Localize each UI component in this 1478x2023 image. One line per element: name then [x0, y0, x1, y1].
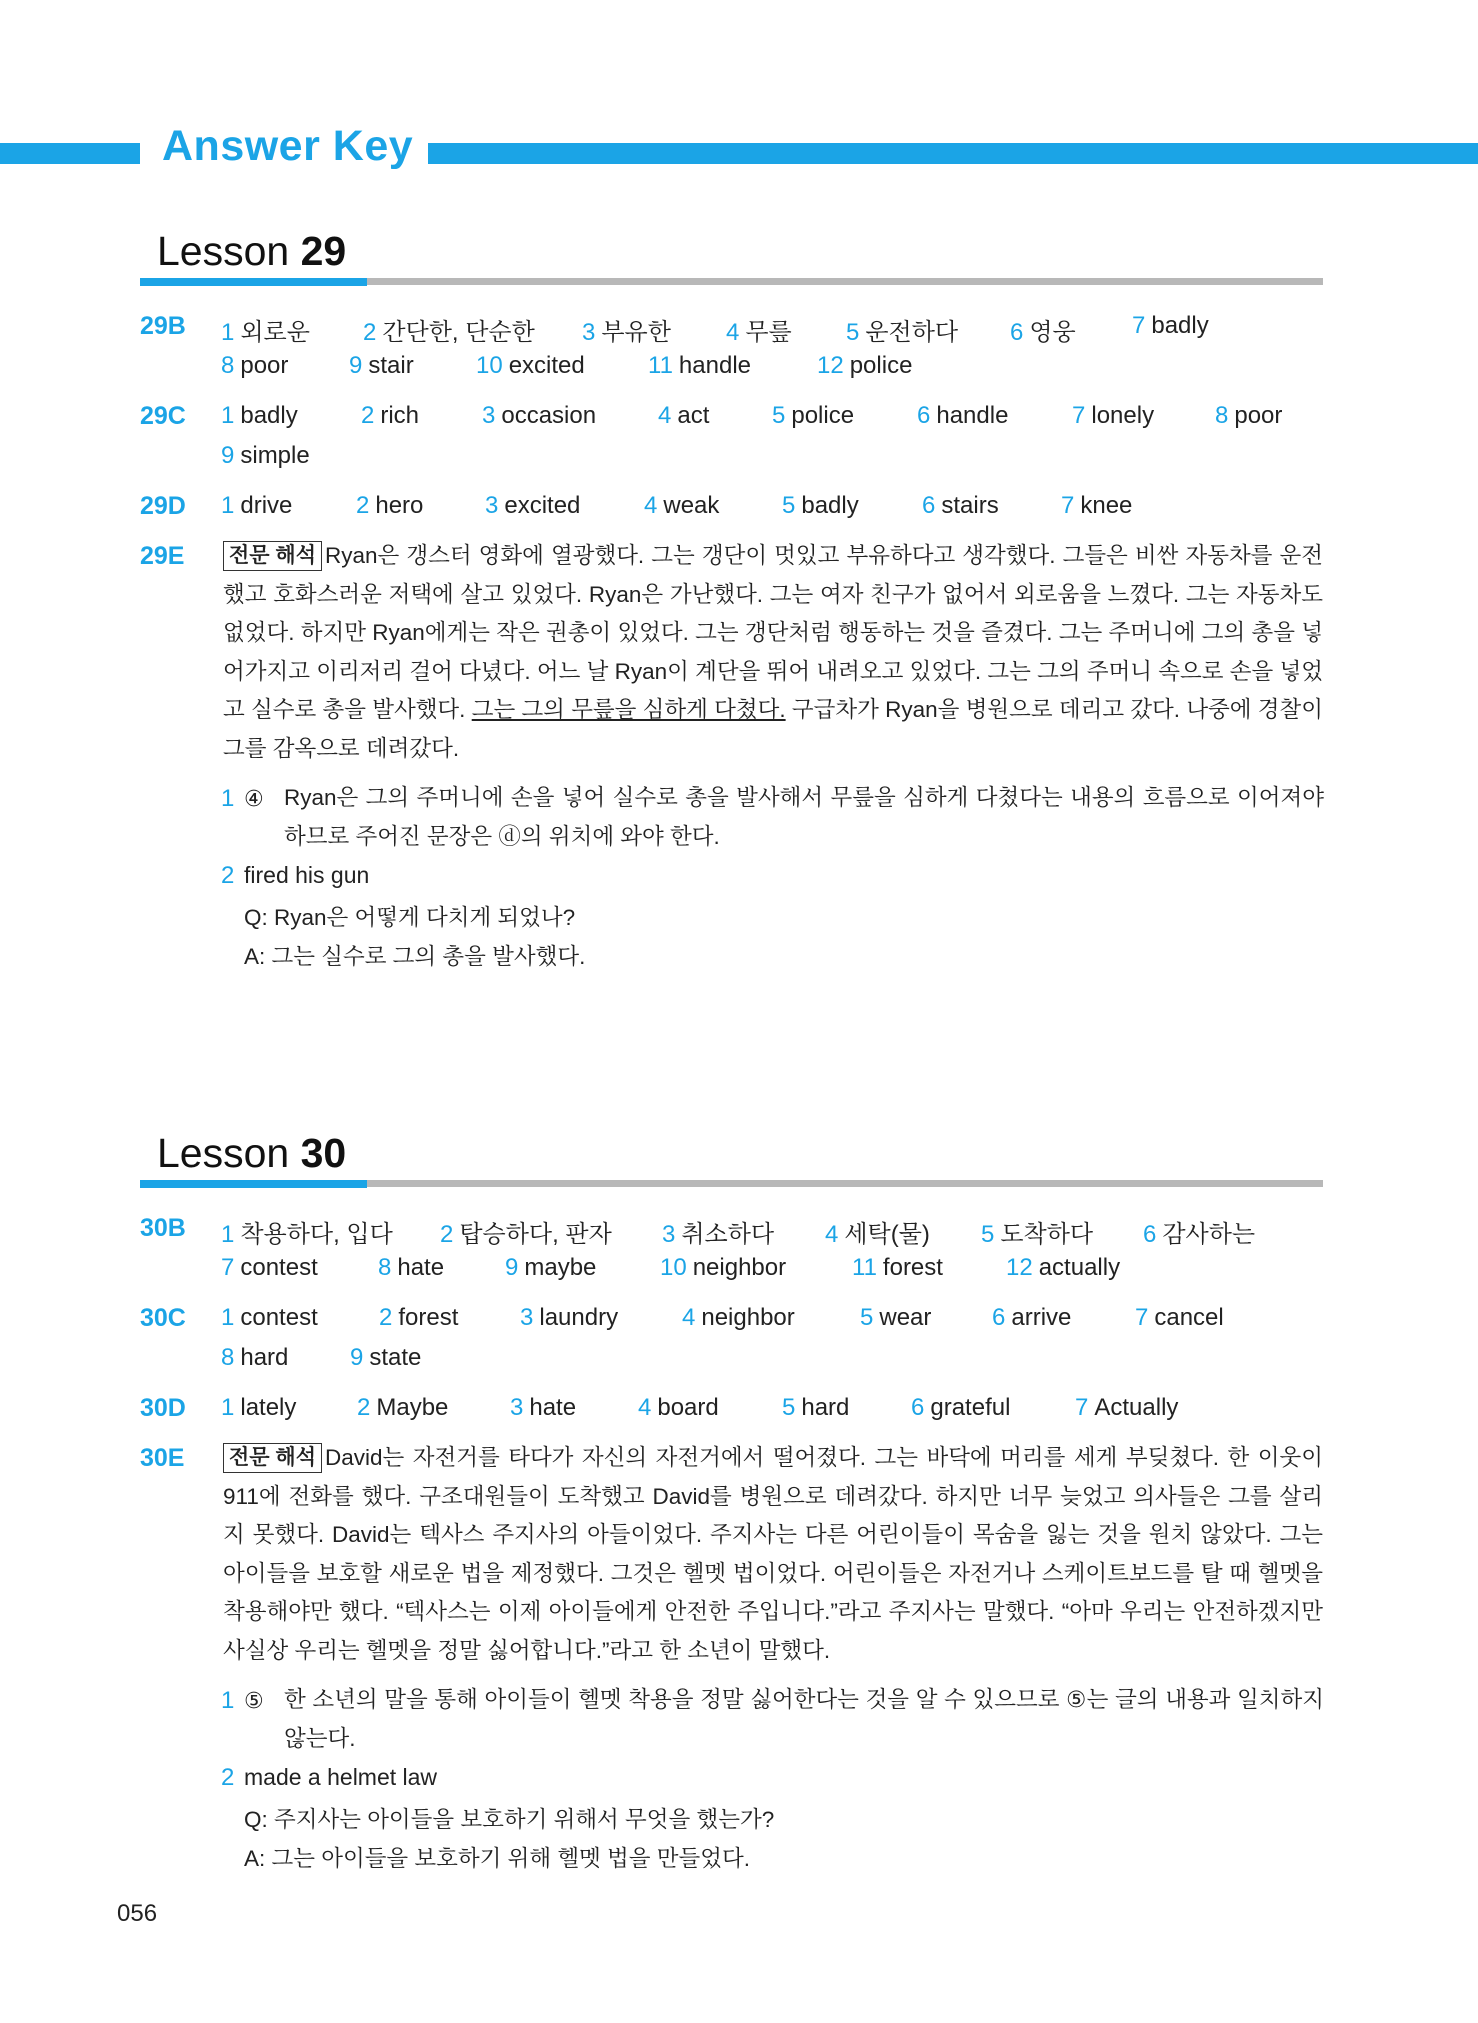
- answer-item: 11 handle: [648, 352, 751, 379]
- answer-item: 5 도착하다: [981, 1221, 1094, 1248]
- answer-item: 6 grateful: [911, 1394, 1011, 1421]
- answer-item: 4 neighbor: [682, 1304, 795, 1331]
- answer-item: 6 handle: [917, 402, 1009, 429]
- answer-item: 1 badly: [221, 402, 298, 429]
- answer-number: 1: [221, 785, 235, 812]
- section-label-29b: 29B: [140, 312, 186, 340]
- underlined-sentence: 그는 그의 무릎을 심하게 다쳤다.: [471, 697, 786, 722]
- answer-item: 11 forest: [852, 1254, 943, 1281]
- page-number: 056: [117, 1900, 158, 1927]
- answer-item: 7 Actually: [1075, 1394, 1179, 1421]
- answer-line: A: 그는 실수로 그의 총을 발사했다.: [244, 944, 586, 969]
- answer-item: 4 세탁(물): [825, 1221, 930, 1248]
- answer-item: 5 badly: [782, 492, 859, 519]
- header-bar-right: [428, 143, 1478, 164]
- answer-item: 12 actually: [1006, 1254, 1121, 1281]
- answer-item: 4 weak: [644, 492, 720, 519]
- answer-item: 5 hard: [782, 1394, 850, 1421]
- answer-item: 2 hero: [356, 492, 424, 519]
- answer-item: 12 police: [817, 352, 913, 379]
- answer-item: 8 hate: [378, 1254, 445, 1281]
- answer-item: 3 occasion: [482, 402, 597, 429]
- answer-item: 2 forest: [379, 1304, 459, 1331]
- answer-item: 6 감사하는: [1143, 1221, 1256, 1248]
- answer-item: 6 arrive: [992, 1304, 1072, 1331]
- answer-item: 3 excited: [485, 492, 581, 519]
- answer-item: 6 영웅: [1010, 319, 1076, 346]
- translation-paragraph: Ryan은 갱스터 영화에 열광했다. 그는 갱단이 멋있고 부유하다고 생각했다. 그들은 비싼 자동차를 운전했고 호화스러운 저택에 살고 있었다. Ryan은 가난했다. 그는 여자 친구가 없어서 외로움을 느꼈다. 그는 자동차도 없었다. 하지만 Ryan에게는 작은 권총이 있었다. 그는 갱단처럼 행동하는 것을 즐겼다. 그는 주머니에 그의 총을 넣어가지고 이리저리 걸어 다녔다. 어느 날 Ryan이 계단을 뛰어 내려오고 있었다. 그는 그의 주머니 속으로 손을 넣었고 실수로 총을 발사했다. 그는 그의 무릎을 심하게 다쳤다. 구급차가 Ryan을 병원으로 데리고 갔다. 나중에 경찰이 그를 감옥으로 데려갔다.: [223, 543, 1323, 761]
- lesson-29-title: Lesson 29: [157, 228, 347, 274]
- answer-item: 7 badly: [1132, 312, 1209, 339]
- answer-item: 3 부유한: [582, 319, 671, 346]
- answer-choice: ⑤: [244, 1688, 264, 1713]
- answer-item: 7 cancel: [1135, 1304, 1224, 1331]
- answer-item: 6 stairs: [922, 492, 999, 519]
- question-line: Q: 주지사는 아이들을 보호하기 위해서 무엇을 했는가?: [244, 1807, 775, 1832]
- answer-item: 1 drive: [221, 492, 293, 519]
- answer-choice: ④: [244, 786, 264, 811]
- answer-explanation: 한 소년의 말을 통해 아이들이 헬멧 착용을 정말 싫어한다는 것을 알 수 있으므로 ⑤는 글의 내용과 일치하지 않는다.: [284, 1687, 1324, 1751]
- answer-item: 5 police: [772, 402, 855, 429]
- answer-item: 9 simple: [221, 442, 310, 469]
- answer-item: 10 excited: [476, 352, 585, 379]
- answer-item: 4 act: [658, 402, 710, 429]
- translation-tag: 전문 해석: [223, 541, 322, 571]
- answer-item: 1 외로운: [221, 319, 310, 346]
- page-title: Answer Key: [162, 122, 414, 170]
- answer-item: 2 간단한, 단순한: [363, 319, 535, 346]
- lesson-30-title: Lesson 30: [157, 1130, 347, 1176]
- answer-item: 9 stair: [349, 352, 414, 379]
- section-label-29d: 29D: [140, 492, 186, 520]
- answer-phrase: made a helmet law: [244, 1764, 438, 1790]
- answer-item: 9 state: [350, 1344, 422, 1371]
- answer-item: 8 poor: [1215, 402, 1283, 429]
- answer-line: A: 그는 아이들을 보호하기 위해 헬멧 법을 만들었다.: [244, 1846, 750, 1871]
- answer-item: 1 lately: [221, 1394, 297, 1421]
- answer-item: 1 contest: [221, 1304, 318, 1331]
- answer-explanation: Ryan은 그의 주머니에 손을 넣어 실수로 총을 발사해서 무릎을 심하게 다쳤다는 내용의 흐름으로 이어져야 하므로 주어진 문장은 ⓓ의 위치에 와야 한다.: [284, 785, 1324, 849]
- answer-item: 7 knee: [1061, 492, 1133, 519]
- lesson-rule-accent: [140, 1180, 367, 1188]
- answer-item: 10 neighbor: [660, 1254, 787, 1281]
- answer-item: 5 운전하다: [846, 319, 959, 346]
- translation-tag: 전문 해석: [223, 1443, 322, 1473]
- section-label-29e: 29E: [140, 542, 185, 570]
- lesson-rule-accent: [140, 278, 367, 286]
- answer-item: 5 wear: [860, 1304, 932, 1331]
- section-label-30c: 30C: [140, 1304, 186, 1332]
- section-label-30e: 30E: [140, 1444, 185, 1472]
- answer-item: 7 contest: [221, 1254, 318, 1281]
- section-label-29c: 29C: [140, 402, 186, 430]
- answer-item: 7 lonely: [1072, 402, 1155, 429]
- answer-item: 8 hard: [221, 1344, 289, 1371]
- translation-paragraph: David는 자전거를 타다가 자신의 자전거에서 떨어졌다. 그는 바닥에 머리를 세게 부딪쳤다. 한 이웃이 911에 전화를 했다. 구조대원들이 도착했고 David를 병원으로 데려갔다. 하지만 너무 늦었고 의사들은 그를 살리지 못했다. David는 텍사스 주지사의 아들이었다. 주지사는 다른 어린이들이 목숨을 잃는 것을 원치 않았다. 그는 아이들을 보호할 새로운 법을 제정했다. 그것은 헬멧 법이었다. 어린이들은 자전거나 스케이트보드를 탈 때 헬멧을 착용해야만 했다. “텍사스는 이제 아이들에게 안전한 주입니다.”라고 주지사는 말했다. “아마 우리는 안전하겠지만 사실상 우리는 헬멧을 정말 싫어합니다.”라고 한 소년이 말했다.: [223, 1445, 1323, 1663]
- answer-number: 2: [221, 862, 235, 889]
- section-label-30b: 30B: [140, 1214, 186, 1242]
- answer-item: 2 탑승하다, 판자: [440, 1221, 612, 1248]
- answer-phrase: fired his gun: [244, 862, 370, 888]
- answer-item: 9 maybe: [505, 1254, 597, 1281]
- answer-item: 8 poor: [221, 352, 289, 379]
- answer-number: 2: [221, 1764, 235, 1791]
- answer-item: 2 Maybe: [357, 1394, 449, 1421]
- section-label-30d: 30D: [140, 1394, 186, 1422]
- answer-item: 4 무릎: [726, 319, 792, 346]
- answer-item: 1 착용하다, 입다: [221, 1221, 393, 1248]
- answer-item: 3 hate: [510, 1394, 577, 1421]
- header-bar-left: [0, 143, 140, 164]
- answer-number: 1: [221, 1687, 235, 1714]
- answer-item: 3 laundry: [520, 1304, 619, 1331]
- answer-item: 2 rich: [361, 402, 420, 429]
- answer-item: 3 취소하다: [662, 1221, 775, 1248]
- question-line: Q: Ryan은 어떻게 다치게 되었나?: [244, 905, 576, 930]
- answer-item: 4 board: [638, 1394, 719, 1421]
